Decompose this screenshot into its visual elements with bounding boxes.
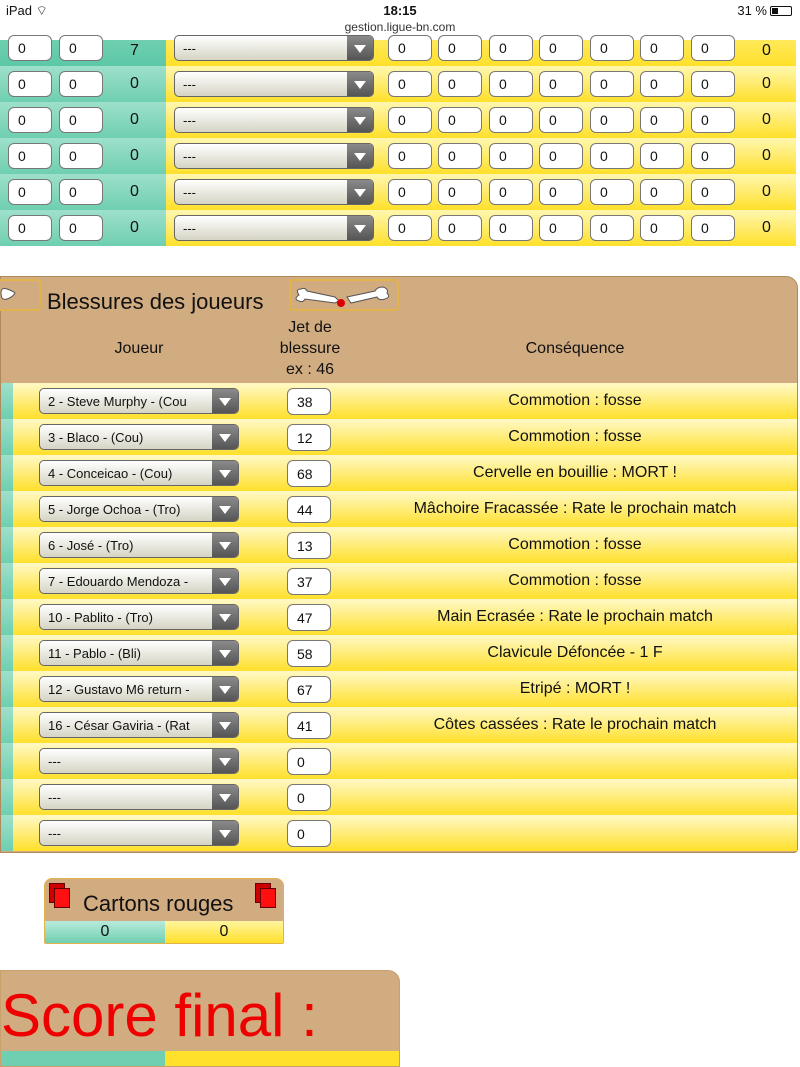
stat-input[interactable]: 0 [590,143,634,169]
chevron-down-icon [212,389,238,413]
stat-input[interactable]: 0 [640,143,684,169]
stat-input[interactable]: 0 [539,143,583,169]
stat-input[interactable]: 0 [691,143,735,169]
red-cards-away: 0 [165,921,283,943]
stat-input[interactable]: 0 [539,71,583,97]
injury-row [1,383,797,419]
player-select[interactable]: 5 - Jorge Ochoa - (Tro) [39,496,239,522]
stat-input[interactable]: 0 [590,179,634,205]
stats-row [0,102,796,138]
injury-roll-input[interactable]: 13 [287,532,331,559]
stat-input[interactable]: 0 [438,143,482,169]
stat-input[interactable]: 0 [388,179,432,205]
stat-input[interactable]: 0 [640,107,684,133]
stat-end-value: 0 [762,111,771,128]
chevron-down-icon [347,216,373,240]
skill-select[interactable]: --- [174,179,374,205]
red-cards-panel [44,878,284,944]
stat-input[interactable]: 0 [539,215,583,241]
chevron-down-icon [212,569,238,593]
player-select[interactable]: 3 - Blaco - (Cou) [39,424,239,450]
chevron-down-icon [347,180,373,204]
chevron-down-icon [212,713,238,737]
stat-input[interactable]: 0 [539,107,583,133]
injury-consequence: Main Ecrasée : Rate le prochain match [437,608,713,625]
injury-roll-input[interactable]: 44 [287,496,331,523]
stat-input[interactable]: 0 [590,35,634,61]
player-select[interactable]: 10 - Pablito - (Tro) [39,604,239,630]
column-header-consequence: Conséquence [525,340,625,357]
chevron-down-icon [212,533,238,557]
injury-roll-input[interactable]: 12 [287,424,331,451]
injury-roll-input[interactable]: 47 [287,604,331,631]
stat-input[interactable]: 0 [489,107,533,133]
stats-row [0,66,796,102]
player-select[interactable]: 6 - José - (Tro) [39,532,239,558]
stats-row [0,138,796,174]
stat-input[interactable]: 0 [489,35,533,61]
red-cards-values [45,921,283,943]
stat-input[interactable]: 0 [489,179,533,205]
injury-roll-input[interactable]: 0 [287,748,331,775]
injury-row [1,635,797,671]
stat-input[interactable]: 0 [438,107,482,133]
skill-select[interactable]: --- [174,71,374,97]
chevron-down-icon [347,36,373,60]
stat-input[interactable]: 0 [438,71,482,97]
stat-end-value: 0 [762,42,771,59]
red-cards-title: Cartons rouges [83,891,234,916]
injury-roll-input[interactable]: 37 [287,568,331,595]
stat-total: 0 [130,111,139,128]
player-select[interactable]: 11 - Pablo - (Bli) [39,640,239,666]
stat-input[interactable]: 0 [438,215,482,241]
final-score-title: Score final : [1,982,318,1049]
stat-input-a[interactable]: 0 [8,35,52,61]
player-select[interactable]: 12 - Gustavo M6 return - [39,676,239,702]
stat-end-value: 0 [762,183,771,200]
player-stats-table [0,40,796,246]
injury-roll-input[interactable]: 0 [287,820,331,847]
player-select[interactable]: 2 - Steve Murphy - (Cou [39,388,239,414]
injury-row [1,527,797,563]
stat-input[interactable]: 0 [388,143,432,169]
stat-total: 0 [130,147,139,164]
injuries-title-box [41,281,289,317]
stat-input[interactable]: 0 [438,179,482,205]
stat-input[interactable]: 0 [590,71,634,97]
stat-input-a[interactable]: 0 [8,143,52,169]
player-select[interactable]: --- [39,820,239,846]
chevron-down-icon [212,425,238,449]
stat-input[interactable]: 0 [590,215,634,241]
injury-row [1,743,797,779]
player-select[interactable]: --- [39,784,239,810]
red-cards-home: 0 [45,921,165,943]
stat-input-a[interactable]: 0 [8,179,52,205]
stat-input-b[interactable]: 0 [59,35,103,61]
wifi-icon: ⌔ [35,3,48,18]
chevron-down-icon [347,108,373,132]
stat-input[interactable]: 0 [640,179,684,205]
stat-input[interactable]: 0 [590,107,634,133]
chevron-down-icon [347,72,373,96]
skill-select[interactable]: --- [174,215,374,241]
clock: 18:15 [383,3,417,18]
injury-row [1,563,797,599]
stat-input[interactable]: 0 [691,215,735,241]
injury-consequence: Commotion : fosse [508,572,642,589]
injury-consequence: Clavicule Défoncée - 1 F [487,644,663,661]
stat-input[interactable]: 0 [640,215,684,241]
stat-total: 0 [130,183,139,200]
chevron-down-icon [212,821,238,845]
stats-row [0,210,796,246]
player-select[interactable]: 16 - César Gaviria - (Rat [39,712,239,738]
battery-icon [770,6,792,16]
red-card-icon-left [49,883,71,909]
injury-consequence: Etripé : MORT ! [519,680,631,697]
stat-input[interactable]: 0 [388,215,432,241]
skill-select[interactable]: --- [174,143,374,169]
stat-input-a[interactable]: 0 [8,215,52,241]
battery-indicator: 31 % [737,3,792,18]
stat-input[interactable]: 0 [691,71,735,97]
broken-bone-icon [291,281,397,309]
stat-end-value: 0 [762,219,771,236]
chevron-down-icon [212,605,238,629]
chevron-down-icon [212,641,238,665]
stat-end-value: 0 [762,147,771,164]
stat-input[interactable]: 0 [640,71,684,97]
stat-input[interactable]: 0 [388,35,432,61]
injury-row [1,707,797,743]
status-bar [0,0,800,22]
injury-row [1,491,797,527]
injury-row [1,815,797,851]
chevron-down-icon [212,461,238,485]
injury-roll-input[interactable]: 58 [287,640,331,667]
stat-total: 0 [130,75,139,92]
stat-input-b[interactable]: 0 [59,179,103,205]
stat-input[interactable]: 0 [691,107,735,133]
injury-roll-input[interactable]: 0 [287,784,331,811]
injuries-title: Blessures des joueurs [47,289,264,314]
stat-input[interactable]: 0 [539,35,583,61]
injuries-panel [0,276,798,853]
stat-input[interactable]: 0 [640,35,684,61]
injury-row [1,779,797,815]
injury-row [1,419,797,455]
stat-end-value: 0 [762,75,771,92]
injury-consequence: Côtes cassées : Rate le prochain match [433,716,717,733]
injury-consequence: Mâchoire Fracassée : Rate le prochain match [413,500,737,517]
stat-input[interactable]: 0 [438,35,482,61]
injury-consequence: Cervelle en bouillie : MORT ! [473,464,677,481]
chevron-down-icon [212,785,238,809]
url-bar[interactable]: gestion.ligue-bn.com [344,20,456,34]
player-select[interactable]: 7 - Edouardo Mendoza - [39,568,239,594]
chevron-down-icon [212,677,238,701]
stat-input-a[interactable]: 0 [8,107,52,133]
stat-input-b[interactable]: 0 [59,107,103,133]
stat-input-b[interactable]: 0 [59,215,103,241]
final-score-home-bar [1,1051,165,1067]
broken-bone-button[interactable] [289,279,399,311]
chevron-down-icon [212,497,238,521]
stat-input[interactable]: 0 [489,215,533,241]
injury-row [1,455,797,491]
injury-consequence: Commotion : fosse [508,428,642,445]
stats-row [0,40,796,66]
injury-roll-input[interactable]: 68 [287,460,331,487]
device-label: iPad ⌔ [6,3,48,18]
player-select[interactable]: --- [39,748,239,774]
injury-consequence: Commotion : fosse [508,392,642,409]
skill-select[interactable]: --- [174,107,374,133]
injury-roll-input[interactable]: 67 [287,676,331,703]
stat-total: 7 [130,42,139,59]
stat-input[interactable]: 0 [388,107,432,133]
final-score-panel [0,970,400,1067]
bone-button-left[interactable] [0,279,41,311]
stat-total: 0 [130,219,139,236]
injury-row [1,671,797,707]
stat-input-b[interactable]: 0 [59,71,103,97]
injury-row [1,599,797,635]
injury-roll-input[interactable]: 38 [287,388,331,415]
stat-input[interactable]: 0 [489,143,533,169]
stat-input-b[interactable]: 0 [59,143,103,169]
chevron-down-icon [347,144,373,168]
player-select[interactable]: 4 - Conceicao - (Cou) [39,460,239,486]
stats-row [0,174,796,210]
stat-input[interactable]: 0 [489,71,533,97]
red-card-icon-right [255,883,277,909]
skill-select[interactable]: --- [174,35,374,61]
stat-input-a[interactable]: 0 [8,71,52,97]
chevron-down-icon [212,749,238,773]
stat-input[interactable]: 0 [691,35,735,61]
final-score-away-bar [165,1051,400,1067]
stat-input[interactable]: 0 [539,179,583,205]
bone-icon [0,281,39,309]
injury-roll-input[interactable]: 41 [287,712,331,739]
injury-consequence: Commotion : fosse [508,536,642,553]
stat-input[interactable]: 0 [691,179,735,205]
column-header-player: Joueur [114,340,164,357]
stat-input[interactable]: 0 [388,71,432,97]
column-header-roll: Jet de blessure ex : 46 [279,319,341,378]
